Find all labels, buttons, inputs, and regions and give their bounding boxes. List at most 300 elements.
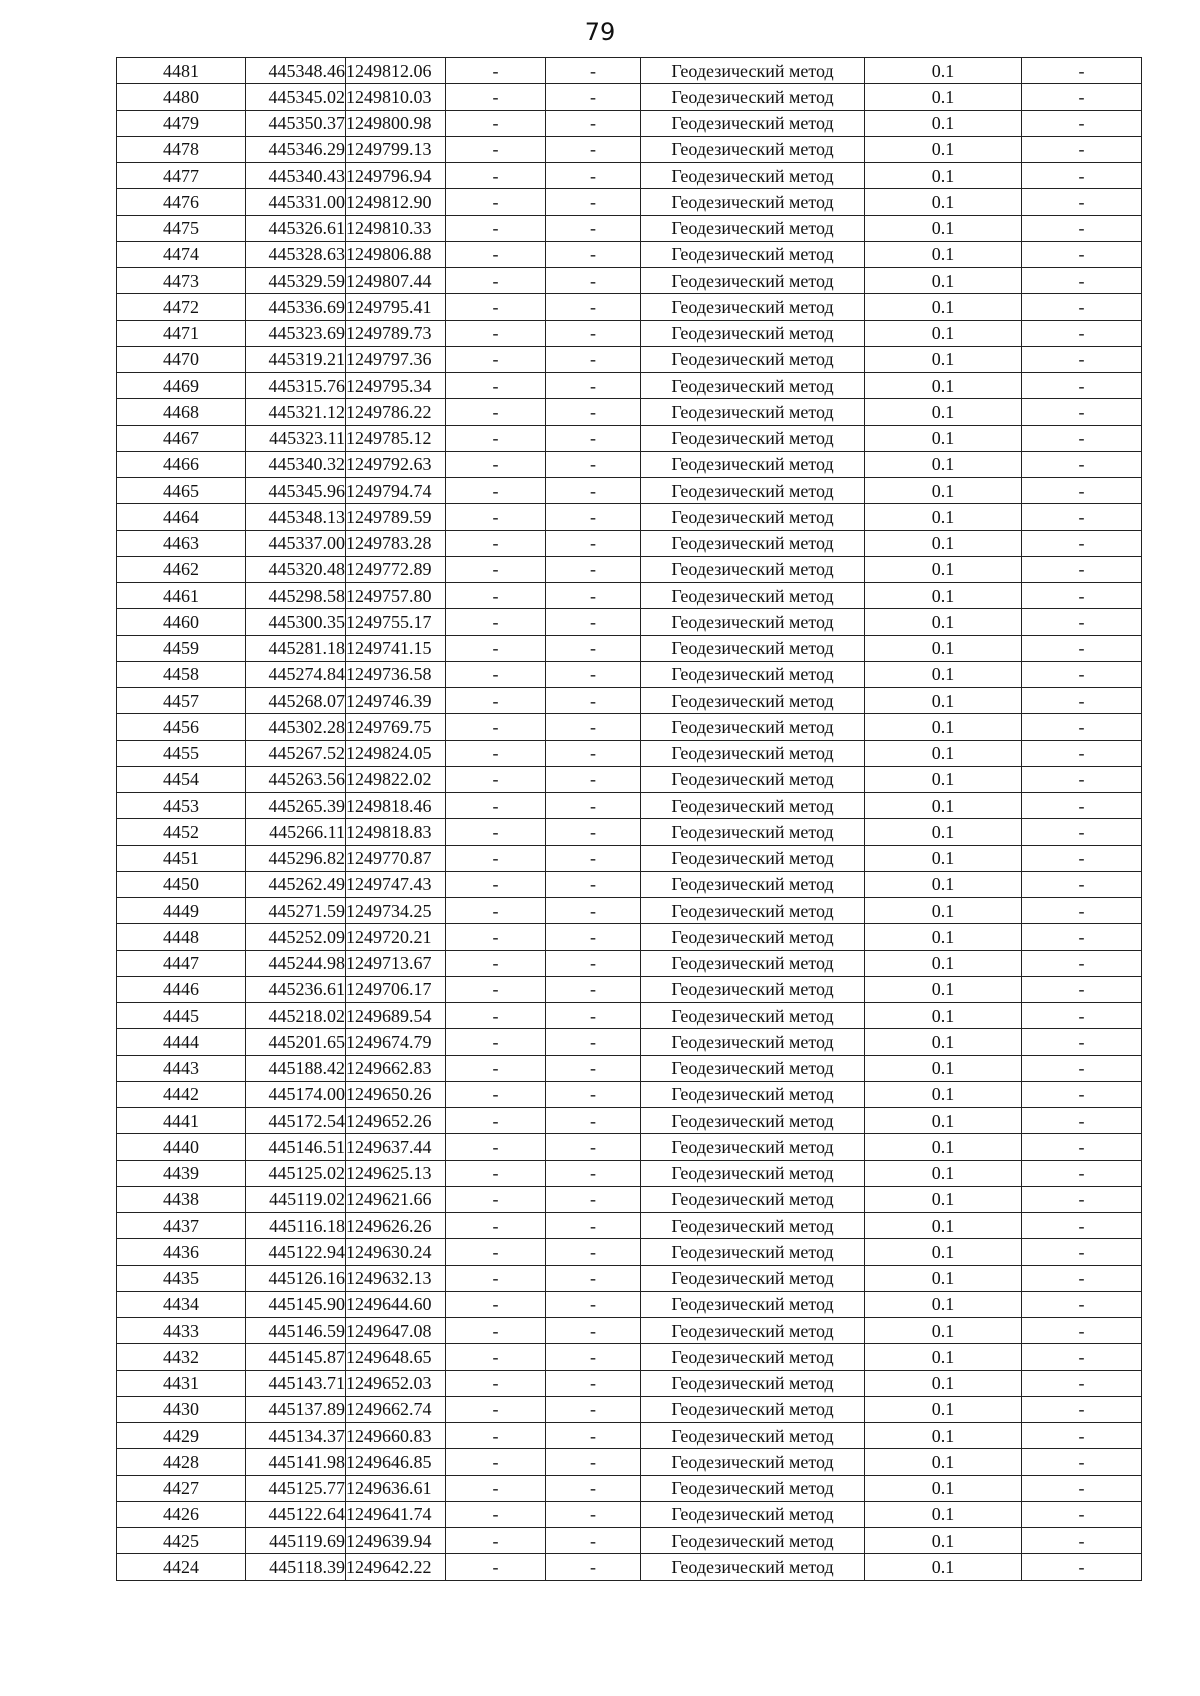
table-row xyxy=(117,1344,1142,1370)
x-coordinate-cell: 445271.59 xyxy=(246,898,346,924)
method-cell: Геодезический метод xyxy=(641,871,865,897)
accuracy-cell: 0.1 xyxy=(865,1108,1022,1134)
empty-value-cell: - xyxy=(546,1528,641,1554)
table-row xyxy=(117,1265,1142,1291)
x-coordinate-cell: 445296.82 xyxy=(246,845,346,871)
method-cell: Геодезический метод xyxy=(641,1108,865,1134)
x-coordinate-cell: 445274.84 xyxy=(246,661,346,687)
empty-value-cell: - xyxy=(446,136,546,162)
accuracy-cell: 0.1 xyxy=(865,976,1022,1002)
empty-value-cell: - xyxy=(446,189,546,215)
y-coordinate-cell: 1249812.06 xyxy=(346,58,446,84)
empty-value-cell: - xyxy=(546,373,641,399)
point-number-cell: 4457 xyxy=(117,688,246,714)
table-row xyxy=(117,688,1142,714)
empty-value-cell: - xyxy=(446,766,546,792)
point-number-cell: 4473 xyxy=(117,268,246,294)
y-coordinate-cell: 1249789.59 xyxy=(346,504,446,530)
point-number-cell: 4466 xyxy=(117,451,246,477)
empty-value-cell: - xyxy=(546,1003,641,1029)
x-coordinate-cell: 445281.18 xyxy=(246,635,346,661)
empty-value-cell: - xyxy=(546,163,641,189)
point-number-cell: 4461 xyxy=(117,583,246,609)
accuracy-cell: 0.1 xyxy=(865,845,1022,871)
empty-value-cell: - xyxy=(1022,635,1142,661)
point-number-cell: 4480 xyxy=(117,84,246,110)
empty-value-cell: - xyxy=(546,320,641,346)
x-coordinate-cell: 445348.46 xyxy=(246,58,346,84)
empty-value-cell: - xyxy=(1022,714,1142,740)
y-coordinate-cell: 1249621.66 xyxy=(346,1186,446,1212)
empty-value-cell: - xyxy=(446,346,546,372)
empty-value-cell: - xyxy=(546,1370,641,1396)
x-coordinate-cell: 445145.90 xyxy=(246,1291,346,1317)
empty-value-cell: - xyxy=(1022,898,1142,924)
empty-value-cell: - xyxy=(546,1081,641,1107)
x-coordinate-cell: 445329.59 xyxy=(246,268,346,294)
accuracy-cell: 0.1 xyxy=(865,1318,1022,1344)
empty-value-cell: - xyxy=(1022,399,1142,425)
empty-value-cell: - xyxy=(546,346,641,372)
method-cell: Геодезический метод xyxy=(641,688,865,714)
empty-value-cell: - xyxy=(1022,1055,1142,1081)
accuracy-cell: 0.1 xyxy=(865,661,1022,687)
y-coordinate-cell: 1249810.03 xyxy=(346,84,446,110)
x-coordinate-cell: 445137.89 xyxy=(246,1396,346,1422)
point-number-cell: 4436 xyxy=(117,1239,246,1265)
y-coordinate-cell: 1249807.44 xyxy=(346,268,446,294)
accuracy-cell: 0.1 xyxy=(865,871,1022,897)
point-number-cell: 4463 xyxy=(117,530,246,556)
empty-value-cell: - xyxy=(1022,451,1142,477)
empty-value-cell: - xyxy=(446,163,546,189)
empty-value-cell: - xyxy=(1022,845,1142,871)
x-coordinate-cell: 445172.54 xyxy=(246,1108,346,1134)
y-coordinate-cell: 1249662.74 xyxy=(346,1396,446,1422)
x-coordinate-cell: 445345.02 xyxy=(246,84,346,110)
empty-value-cell: - xyxy=(1022,583,1142,609)
empty-value-cell: - xyxy=(1022,189,1142,215)
empty-value-cell: - xyxy=(1022,1449,1142,1475)
accuracy-cell: 0.1 xyxy=(865,1396,1022,1422)
empty-value-cell: - xyxy=(546,1291,641,1317)
empty-value-cell: - xyxy=(446,1081,546,1107)
method-cell: Геодезический метод xyxy=(641,294,865,320)
y-coordinate-cell: 1249641.74 xyxy=(346,1501,446,1527)
method-cell: Геодезический метод xyxy=(641,1423,865,1449)
table-row xyxy=(117,556,1142,582)
empty-value-cell: - xyxy=(1022,740,1142,766)
point-number-cell: 4429 xyxy=(117,1423,246,1449)
table-row xyxy=(117,898,1142,924)
empty-value-cell: - xyxy=(1022,1265,1142,1291)
empty-value-cell: - xyxy=(1022,294,1142,320)
empty-value-cell: - xyxy=(446,504,546,530)
empty-value-cell: - xyxy=(546,1475,641,1501)
method-cell: Геодезический метод xyxy=(641,1370,865,1396)
empty-value-cell: - xyxy=(546,556,641,582)
empty-value-cell: - xyxy=(1022,1291,1142,1317)
empty-value-cell: - xyxy=(546,1554,641,1580)
accuracy-cell: 0.1 xyxy=(865,740,1022,766)
accuracy-cell: 0.1 xyxy=(865,1003,1022,1029)
empty-value-cell: - xyxy=(546,583,641,609)
accuracy-cell: 0.1 xyxy=(865,1554,1022,1580)
empty-value-cell: - xyxy=(446,1108,546,1134)
method-cell: Геодезический метод xyxy=(641,950,865,976)
y-coordinate-cell: 1249741.15 xyxy=(346,635,446,661)
empty-value-cell: - xyxy=(546,399,641,425)
method-cell: Геодезический метод xyxy=(641,530,865,556)
table-row xyxy=(117,924,1142,950)
point-number-cell: 4452 xyxy=(117,819,246,845)
empty-value-cell: - xyxy=(446,556,546,582)
point-number-cell: 4472 xyxy=(117,294,246,320)
empty-value-cell: - xyxy=(446,241,546,267)
x-coordinate-cell: 445262.49 xyxy=(246,871,346,897)
table-row xyxy=(117,635,1142,661)
x-coordinate-cell: 445302.28 xyxy=(246,714,346,740)
table-row xyxy=(117,1554,1142,1580)
accuracy-cell: 0.1 xyxy=(865,766,1022,792)
x-coordinate-cell: 445141.98 xyxy=(246,1449,346,1475)
x-coordinate-cell: 445188.42 xyxy=(246,1055,346,1081)
accuracy-cell: 0.1 xyxy=(865,635,1022,661)
method-cell: Геодезический метод xyxy=(641,1160,865,1186)
method-cell: Геодезический метод xyxy=(641,1501,865,1527)
point-number-cell: 4481 xyxy=(117,58,246,84)
y-coordinate-cell: 1249783.28 xyxy=(346,530,446,556)
accuracy-cell: 0.1 xyxy=(865,1291,1022,1317)
y-coordinate-cell: 1249736.58 xyxy=(346,661,446,687)
empty-value-cell: - xyxy=(1022,1108,1142,1134)
empty-value-cell: - xyxy=(446,1370,546,1396)
empty-value-cell: - xyxy=(546,1160,641,1186)
empty-value-cell: - xyxy=(1022,1029,1142,1055)
accuracy-cell: 0.1 xyxy=(865,320,1022,346)
y-coordinate-cell: 1249818.46 xyxy=(346,793,446,819)
y-coordinate-cell: 1249660.83 xyxy=(346,1423,446,1449)
empty-value-cell: - xyxy=(446,793,546,819)
empty-value-cell: - xyxy=(1022,950,1142,976)
x-coordinate-cell: 445300.35 xyxy=(246,609,346,635)
empty-value-cell: - xyxy=(546,504,641,530)
empty-value-cell: - xyxy=(446,845,546,871)
method-cell: Геодезический метод xyxy=(641,1449,865,1475)
accuracy-cell: 0.1 xyxy=(865,1370,1022,1396)
accuracy-cell: 0.1 xyxy=(865,163,1022,189)
y-coordinate-cell: 1249646.85 xyxy=(346,1449,446,1475)
empty-value-cell: - xyxy=(1022,1554,1142,1580)
x-coordinate-cell: 445348.13 xyxy=(246,504,346,530)
empty-value-cell: - xyxy=(1022,1003,1142,1029)
x-coordinate-cell: 445126.16 xyxy=(246,1265,346,1291)
empty-value-cell: - xyxy=(446,1265,546,1291)
table-row xyxy=(117,976,1142,1002)
method-cell: Геодезический метод xyxy=(641,1318,865,1344)
accuracy-cell: 0.1 xyxy=(865,898,1022,924)
empty-value-cell: - xyxy=(1022,1528,1142,1554)
point-number-cell: 4475 xyxy=(117,215,246,241)
coordinates-table-body xyxy=(117,58,1142,1581)
x-coordinate-cell: 445252.09 xyxy=(246,924,346,950)
point-number-cell: 4451 xyxy=(117,845,246,871)
empty-value-cell: - xyxy=(1022,976,1142,1002)
empty-value-cell: - xyxy=(546,1134,641,1160)
accuracy-cell: 0.1 xyxy=(865,373,1022,399)
x-coordinate-cell: 445326.61 xyxy=(246,215,346,241)
accuracy-cell: 0.1 xyxy=(865,1449,1022,1475)
empty-value-cell: - xyxy=(1022,1318,1142,1344)
accuracy-cell: 0.1 xyxy=(865,84,1022,110)
table-row xyxy=(117,504,1142,530)
accuracy-cell: 0.1 xyxy=(865,110,1022,136)
table-row xyxy=(117,399,1142,425)
table-row xyxy=(117,478,1142,504)
point-number-cell: 4434 xyxy=(117,1291,246,1317)
empty-value-cell: - xyxy=(446,1396,546,1422)
empty-value-cell: - xyxy=(546,241,641,267)
empty-value-cell: - xyxy=(546,478,641,504)
table-row xyxy=(117,84,1142,110)
x-coordinate-cell: 445336.69 xyxy=(246,294,346,320)
y-coordinate-cell: 1249795.41 xyxy=(346,294,446,320)
x-coordinate-cell: 445125.77 xyxy=(246,1475,346,1501)
method-cell: Геодезический метод xyxy=(641,1554,865,1580)
y-coordinate-cell: 1249642.22 xyxy=(346,1554,446,1580)
table-row xyxy=(117,661,1142,687)
point-number-cell: 4430 xyxy=(117,1396,246,1422)
x-coordinate-cell: 445345.96 xyxy=(246,478,346,504)
x-coordinate-cell: 445265.39 xyxy=(246,793,346,819)
y-coordinate-cell: 1249625.13 xyxy=(346,1160,446,1186)
y-coordinate-cell: 1249789.73 xyxy=(346,320,446,346)
empty-value-cell: - xyxy=(546,1318,641,1344)
empty-value-cell: - xyxy=(446,635,546,661)
empty-value-cell: - xyxy=(546,1423,641,1449)
x-coordinate-cell: 445331.00 xyxy=(246,189,346,215)
empty-value-cell: - xyxy=(1022,1186,1142,1212)
y-coordinate-cell: 1249706.17 xyxy=(346,976,446,1002)
point-number-cell: 4431 xyxy=(117,1370,246,1396)
point-number-cell: 4454 xyxy=(117,766,246,792)
table-row xyxy=(117,189,1142,215)
method-cell: Геодезический метод xyxy=(641,1344,865,1370)
accuracy-cell: 0.1 xyxy=(865,1475,1022,1501)
x-coordinate-cell: 445319.21 xyxy=(246,346,346,372)
method-cell: Геодезический метод xyxy=(641,714,865,740)
x-coordinate-cell: 445244.98 xyxy=(246,950,346,976)
empty-value-cell: - xyxy=(1022,661,1142,687)
empty-value-cell: - xyxy=(446,1423,546,1449)
table-row xyxy=(117,530,1142,556)
accuracy-cell: 0.1 xyxy=(865,609,1022,635)
method-cell: Геодезический метод xyxy=(641,845,865,871)
empty-value-cell: - xyxy=(446,58,546,84)
y-coordinate-cell: 1249662.83 xyxy=(346,1055,446,1081)
table-row xyxy=(117,1160,1142,1186)
empty-value-cell: - xyxy=(1022,136,1142,162)
empty-value-cell: - xyxy=(546,766,641,792)
empty-value-cell: - xyxy=(446,1186,546,1212)
x-coordinate-cell: 445267.52 xyxy=(246,740,346,766)
point-number-cell: 4444 xyxy=(117,1029,246,1055)
method-cell: Геодезический метод xyxy=(641,504,865,530)
empty-value-cell: - xyxy=(546,635,641,661)
empty-value-cell: - xyxy=(546,530,641,556)
y-coordinate-cell: 1249812.90 xyxy=(346,189,446,215)
y-coordinate-cell: 1249822.02 xyxy=(346,766,446,792)
accuracy-cell: 0.1 xyxy=(865,1081,1022,1107)
empty-value-cell: - xyxy=(546,1108,641,1134)
empty-value-cell: - xyxy=(446,661,546,687)
accuracy-cell: 0.1 xyxy=(865,294,1022,320)
point-number-cell: 4471 xyxy=(117,320,246,346)
table-row xyxy=(117,320,1142,346)
empty-value-cell: - xyxy=(446,1449,546,1475)
method-cell: Геодезический метод xyxy=(641,399,865,425)
empty-value-cell: - xyxy=(1022,1160,1142,1186)
point-number-cell: 4479 xyxy=(117,110,246,136)
empty-value-cell: - xyxy=(1022,1475,1142,1501)
method-cell: Геодезический метод xyxy=(641,661,865,687)
method-cell: Геодезический метод xyxy=(641,1213,865,1239)
x-coordinate-cell: 445134.37 xyxy=(246,1423,346,1449)
table-row xyxy=(117,1370,1142,1396)
accuracy-cell: 0.1 xyxy=(865,504,1022,530)
empty-value-cell: - xyxy=(1022,110,1142,136)
method-cell: Геодезический метод xyxy=(641,373,865,399)
empty-value-cell: - xyxy=(1022,58,1142,84)
empty-value-cell: - xyxy=(446,1528,546,1554)
x-coordinate-cell: 445218.02 xyxy=(246,1003,346,1029)
method-cell: Геодезический метод xyxy=(641,268,865,294)
y-coordinate-cell: 1249795.34 xyxy=(346,373,446,399)
method-cell: Геодезический метод xyxy=(641,766,865,792)
empty-value-cell: - xyxy=(1022,478,1142,504)
empty-value-cell: - xyxy=(446,1055,546,1081)
method-cell: Геодезический метод xyxy=(641,1396,865,1422)
empty-value-cell: - xyxy=(1022,924,1142,950)
point-number-cell: 4427 xyxy=(117,1475,246,1501)
empty-value-cell: - xyxy=(446,924,546,950)
empty-value-cell: - xyxy=(546,136,641,162)
empty-value-cell: - xyxy=(1022,163,1142,189)
table-row xyxy=(117,871,1142,897)
x-coordinate-cell: 445174.00 xyxy=(246,1081,346,1107)
table-row xyxy=(117,845,1142,871)
empty-value-cell: - xyxy=(1022,609,1142,635)
empty-value-cell: - xyxy=(1022,819,1142,845)
method-cell: Геодезический метод xyxy=(641,451,865,477)
y-coordinate-cell: 1249636.61 xyxy=(346,1475,446,1501)
point-number-cell: 4447 xyxy=(117,950,246,976)
method-cell: Геодезический метод xyxy=(641,1134,865,1160)
point-number-cell: 4453 xyxy=(117,793,246,819)
x-coordinate-cell: 445350.37 xyxy=(246,110,346,136)
table-row xyxy=(117,1501,1142,1527)
table-row xyxy=(117,1423,1142,1449)
x-coordinate-cell: 445268.07 xyxy=(246,688,346,714)
point-number-cell: 4445 xyxy=(117,1003,246,1029)
method-cell: Геодезический метод xyxy=(641,136,865,162)
y-coordinate-cell: 1249720.21 xyxy=(346,924,446,950)
empty-value-cell: - xyxy=(446,688,546,714)
y-coordinate-cell: 1249785.12 xyxy=(346,425,446,451)
accuracy-cell: 0.1 xyxy=(865,793,1022,819)
empty-value-cell: - xyxy=(546,268,641,294)
y-coordinate-cell: 1249755.17 xyxy=(346,609,446,635)
point-number-cell: 4477 xyxy=(117,163,246,189)
empty-value-cell: - xyxy=(446,609,546,635)
x-coordinate-cell: 445122.64 xyxy=(246,1501,346,1527)
empty-value-cell: - xyxy=(446,530,546,556)
empty-value-cell: - xyxy=(1022,556,1142,582)
method-cell: Геодезический метод xyxy=(641,84,865,110)
y-coordinate-cell: 1249792.63 xyxy=(346,451,446,477)
empty-value-cell: - xyxy=(1022,241,1142,267)
empty-value-cell: - xyxy=(1022,425,1142,451)
method-cell: Геодезический метод xyxy=(641,898,865,924)
accuracy-cell: 0.1 xyxy=(865,58,1022,84)
table-row xyxy=(117,950,1142,976)
point-number-cell: 4474 xyxy=(117,241,246,267)
point-number-cell: 4449 xyxy=(117,898,246,924)
y-coordinate-cell: 1249632.13 xyxy=(346,1265,446,1291)
empty-value-cell: - xyxy=(446,451,546,477)
table-row xyxy=(117,451,1142,477)
accuracy-cell: 0.1 xyxy=(865,451,1022,477)
empty-value-cell: - xyxy=(546,793,641,819)
y-coordinate-cell: 1249818.83 xyxy=(346,819,446,845)
table-row xyxy=(117,294,1142,320)
empty-value-cell: - xyxy=(1022,1081,1142,1107)
accuracy-cell: 0.1 xyxy=(865,1239,1022,1265)
point-number-cell: 4467 xyxy=(117,425,246,451)
x-coordinate-cell: 445323.11 xyxy=(246,425,346,451)
empty-value-cell: - xyxy=(546,294,641,320)
empty-value-cell: - xyxy=(1022,871,1142,897)
empty-value-cell: - xyxy=(446,399,546,425)
table-row xyxy=(117,1003,1142,1029)
accuracy-cell: 0.1 xyxy=(865,1029,1022,1055)
x-coordinate-cell: 445323.69 xyxy=(246,320,346,346)
empty-value-cell: - xyxy=(446,583,546,609)
y-coordinate-cell: 1249770.87 xyxy=(346,845,446,871)
y-coordinate-cell: 1249806.88 xyxy=(346,241,446,267)
accuracy-cell: 0.1 xyxy=(865,136,1022,162)
empty-value-cell: - xyxy=(546,740,641,766)
empty-value-cell: - xyxy=(446,1501,546,1527)
method-cell: Геодезический метод xyxy=(641,241,865,267)
point-number-cell: 4448 xyxy=(117,924,246,950)
table-row xyxy=(117,583,1142,609)
empty-value-cell: - xyxy=(546,1449,641,1475)
table-row xyxy=(117,58,1142,84)
y-coordinate-cell: 1249626.26 xyxy=(346,1213,446,1239)
empty-value-cell: - xyxy=(1022,1239,1142,1265)
method-cell: Геодезический метод xyxy=(641,583,865,609)
table-row xyxy=(117,1108,1142,1134)
empty-value-cell: - xyxy=(546,1239,641,1265)
table-row xyxy=(117,1134,1142,1160)
x-coordinate-cell: 445122.94 xyxy=(246,1239,346,1265)
empty-value-cell: - xyxy=(446,373,546,399)
x-coordinate-cell: 445321.12 xyxy=(246,399,346,425)
method-cell: Геодезический метод xyxy=(641,740,865,766)
point-number-cell: 4424 xyxy=(117,1554,246,1580)
table-row xyxy=(117,110,1142,136)
